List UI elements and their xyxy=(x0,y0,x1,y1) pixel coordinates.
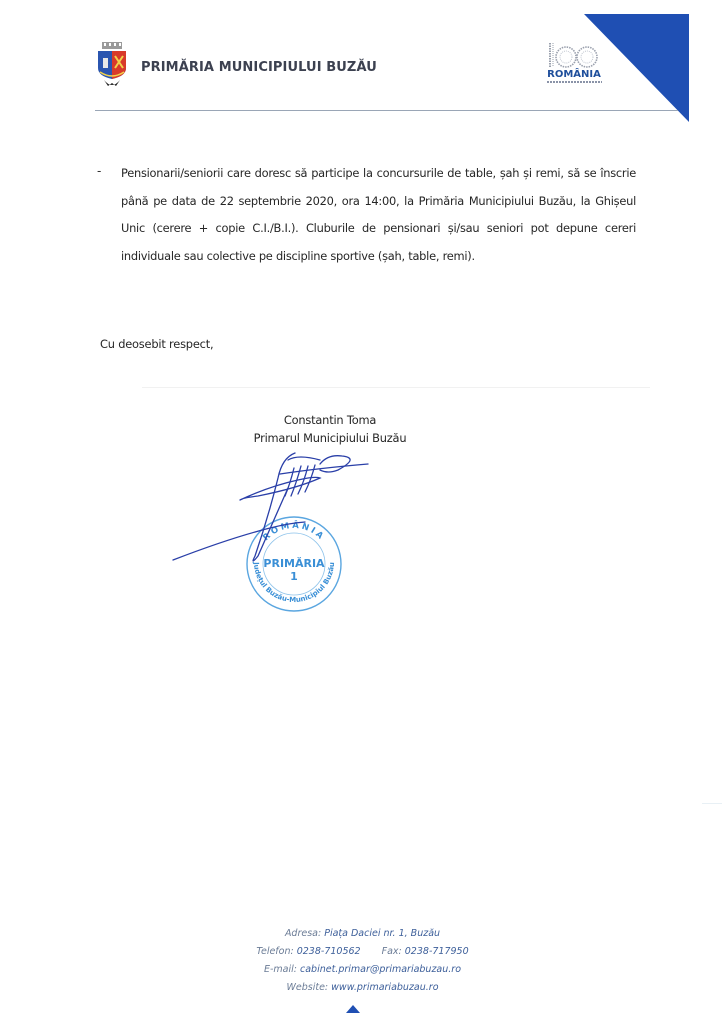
footer-phone: 0238-710562 xyxy=(296,946,361,957)
institution-name: PRIMĂRIA MUNICIPIULUI BUZĂU xyxy=(141,60,377,75)
footer-website-link[interactable]: www.primariabuzau.ro xyxy=(331,982,439,993)
stamp-center-line2: 1 xyxy=(290,570,298,583)
romania-100-label: ROMÂNIA xyxy=(547,69,601,80)
footer-address-label: Adresa: xyxy=(284,928,322,939)
footer-email-link[interactable]: cabinet.primar@primariabuzau.ro xyxy=(300,964,462,975)
footer-fax-label: Fax: xyxy=(381,946,402,957)
footer-email-label: E-mail: xyxy=(263,964,297,975)
signer-role: Primarul Municipiului Buzău xyxy=(253,431,407,445)
footer-phone-label: Telefon: xyxy=(256,946,294,957)
faint-divider xyxy=(142,387,650,388)
footer-website-label: Website: xyxy=(286,982,329,993)
footer-fax: 0238-717950 xyxy=(404,946,469,957)
stamp-ring-top: ROMÂNIA xyxy=(261,520,327,544)
footer-triangle-icon xyxy=(346,1005,360,1013)
header-divider xyxy=(95,110,678,111)
bullet-dash: - xyxy=(97,163,102,178)
footer-address-line xyxy=(180,925,545,943)
edge-mark xyxy=(702,803,722,804)
romania-100-tagline xyxy=(547,81,602,83)
footer-address: Piața Daciei nr. 1, Buzău xyxy=(324,928,441,939)
footer-contact xyxy=(180,925,545,997)
signer-name: Constantin Toma xyxy=(283,413,377,427)
stamp-ring-bottom: Județul Buzău-Municipiul Buzău xyxy=(251,561,337,605)
footer-website-line xyxy=(180,979,545,997)
coat-of-arms-icon xyxy=(95,42,129,90)
handwritten-signature xyxy=(170,448,370,568)
footer-phone-line xyxy=(180,943,545,961)
body-paragraph: Pensionarii/seniorii care doresc să participe la concursurile de table, șah și remi, să se înscrie până pe data de 22 septembrie 2020, ora 14:00, la Primăria Municipiului Buzău, la Ghișeul Unic (cerere + copie C.I./B.I.). Cluburile de pensionari și/sau seniori pot depune cereri individuale sau colective pe discipline sportive (șah, table, remi). xyxy=(121,166,636,263)
footer-email-line xyxy=(180,961,545,979)
closing-salutation: Cu deosebit respect, xyxy=(100,337,214,351)
stamp-center-line1: PRIMĂRIA xyxy=(263,557,325,570)
